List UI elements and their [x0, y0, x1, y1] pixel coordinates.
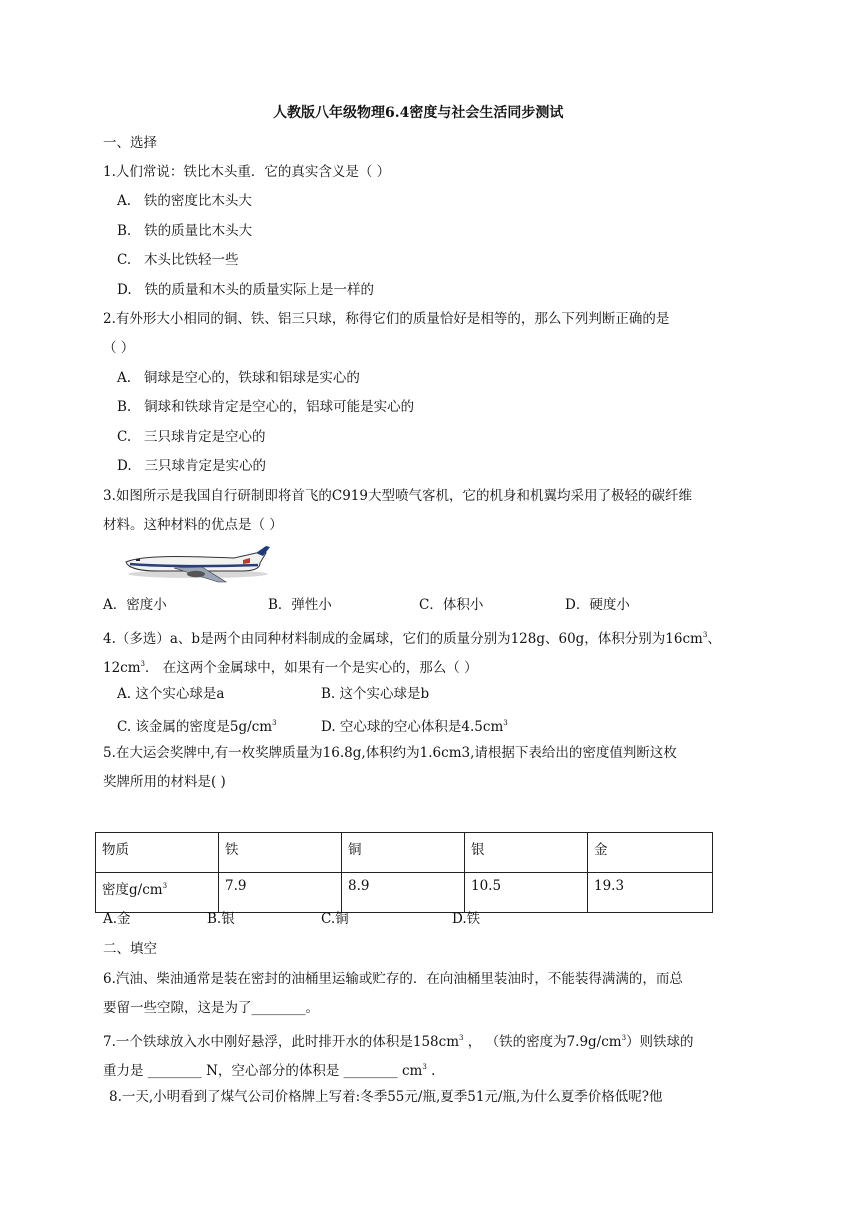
question-1-stem: 1.人们常说：铁比木头重．它的真实含义是（ ） — [103, 164, 391, 180]
question-2-option-a: A. 铜球是空心的，铁球和铝球是实心的 — [117, 370, 360, 386]
page-title: 人教版八年级物理6.4密度与社会生活同步测试 — [273, 105, 564, 121]
question-1-option-b: B. 铁的质量比木头大 — [117, 223, 253, 239]
question-7-line2: 重力是 ________ N，空心部分的体积是 ________ $cm^3$ . — [103, 1063, 436, 1079]
question-2-option-c: C. 三只球肯定是空心的 — [117, 429, 266, 445]
question-4-stem-line2: $12cm^3$． 在这两个金属球中，如果有一个是实心的，那么（ ） — [103, 660, 478, 676]
question-3-option-a: A．密度小 — [103, 597, 167, 613]
question-2-option-d: D. 三只球肯定是实心的 — [117, 458, 267, 474]
question-4-option-b: B. 这个实心球是b — [321, 686, 430, 702]
question-3-option-b: B．弹性小 — [268, 597, 332, 613]
question-2-answer-paren: （ ） — [103, 340, 135, 356]
section-heading-fill: 二、填空 — [103, 941, 157, 957]
table-cell: 金 — [588, 833, 713, 873]
question-6-line1: 6.汽油、柴油通常是装在密封的油桶里运输或贮存的．在向油桶里装油时，不能装得满满的，而总 — [103, 971, 683, 987]
question-1-option-a: A. 铁的密度比木头大 — [117, 193, 252, 209]
question-5-stem-line1: 5.在大运会奖牌中,有一枚奖牌质量为16.8g,体积约为1.6cm3,请根据下表给出的密度值判断这枚 — [103, 745, 677, 761]
question-7-line1: 7.一个铁球放入水中刚好悬浮，此时排开水的体积是$158cm^3$ ， （铁的密度为$7.9g/cm^3$）则铁球的 — [103, 1034, 694, 1050]
question-8-line1: 8.一天,小明看到了煤气公司价格牌上写着:冬季55元/瓶,夏季51元/瓶,为什么夏季价格低呢?他 — [109, 1089, 663, 1105]
table-cell: 7.9 — [219, 873, 342, 913]
question-5-option-c: C.铜 — [321, 911, 349, 927]
question-4-option-c: C. 该金属的密度是$5g/cm^3$ — [117, 719, 277, 735]
question-5-option-d: D.铁 — [452, 911, 481, 927]
table-header-row — [96, 833, 713, 873]
question-6-line2: 要留一些空隙，这是为了________。 — [103, 1000, 319, 1016]
question-2-stem: 2.有外形大小相同的铜、铁、铝三只球，称得它们的质量恰好是相等的，那么下列判断正确的是 — [103, 311, 670, 327]
question-5-stem-line2: 奖牌所用的材料是( ) — [103, 774, 226, 790]
table-cell: 19.3 — [588, 873, 713, 913]
c919-airplane-image — [122, 544, 272, 588]
question-3-option-c: C．体积小 — [419, 597, 484, 613]
question-4-stem-line1: 4.（多选）a、b是两个由同种材料制成的金属球，它们的质量分别为128g、60g，体积分别为$16cm^3$、 — [103, 631, 721, 647]
question-3-option-d: D．硬度小 — [565, 597, 630, 613]
table-cell: 10.5 — [465, 873, 588, 913]
question-1-option-c: C. 木头比铁轻一些 — [117, 252, 239, 268]
question-5-option-b: B.银 — [207, 911, 235, 927]
table-cell: 铜 — [342, 833, 465, 873]
table-cell: 密度$g/cm^3$ — [96, 873, 219, 913]
question-1-option-d: D. 铁的质量和木头的质量实际上是一样的 — [117, 282, 375, 298]
question-3-stem-line1: 3.如图所示是我国自行研制即将首飞的C919大型喷气客机，它的机身和机翼均采用了极轻的碳纤维 — [103, 488, 692, 504]
question-3-stem-line2: 材料。这种材料的优点是（ ） — [103, 517, 283, 533]
table-cell: 银 — [465, 833, 588, 873]
table-cell: 8.9 — [342, 873, 465, 913]
table-cell: 物质 — [96, 833, 219, 873]
question-2-option-b: B. 铜球和铁球肯定是空心的，铝球可能是实心的 — [117, 399, 415, 415]
question-4-option-a: A. 这个实心球是a — [117, 686, 225, 702]
density-table — [95, 832, 713, 913]
section-heading-choice: 一、选择 — [103, 135, 157, 151]
table-row — [96, 873, 713, 913]
table-cell: 铁 — [219, 833, 342, 873]
question-5-option-a: A.金 — [103, 911, 131, 927]
question-4-option-d: D. 空心球的空心体积是$4.5cm^3$ — [321, 719, 508, 735]
